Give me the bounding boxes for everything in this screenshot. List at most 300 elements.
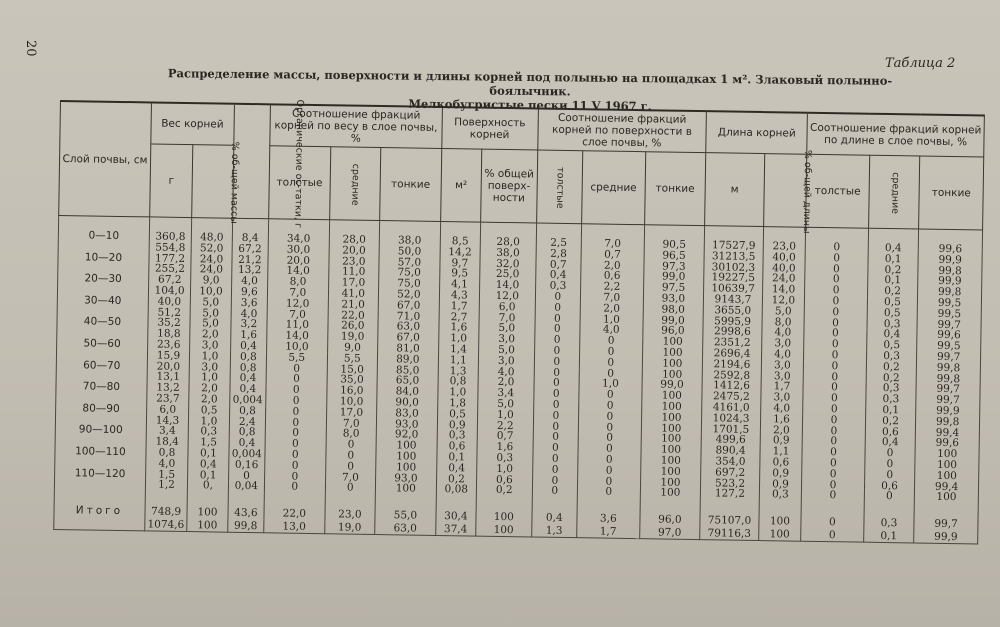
table-cell: 92,0: [376, 429, 437, 441]
table-cell: 890,4: [701, 445, 760, 457]
table-cell: 14,0: [480, 280, 536, 292]
header-length-pct: % об-щей длины: [763, 154, 807, 228]
table-cell: 0,7: [477, 431, 533, 443]
table-cell: 523,2: [701, 478, 760, 490]
header-surface-m2: м²: [440, 148, 482, 222]
row-layer-cell: 110—120: [55, 467, 146, 479]
table-cell: 99,8: [916, 373, 980, 385]
table-cell: 0: [802, 436, 865, 448]
table-cell: 0,8: [230, 362, 267, 373]
table-cell: 0: [533, 432, 579, 444]
totals-cell: 0: [801, 515, 864, 529]
table-cell: 499,6: [701, 434, 760, 446]
table-label: Таблица 2: [885, 56, 956, 71]
table-cell: 0: [532, 486, 578, 498]
table-cell: 14,0: [268, 266, 329, 278]
table-cell: 0,16: [228, 459, 265, 470]
table-cell: 1701,5: [702, 424, 761, 436]
table-cell: 9,6: [231, 287, 268, 298]
table-cell: 0,8: [229, 405, 266, 416]
table-cell: 14,3: [146, 415, 189, 426]
table-cell: 7,0: [479, 312, 535, 324]
totals-cell: 13,0: [264, 519, 325, 533]
table-cell: 1,0: [580, 314, 643, 326]
table-cell: 0,6: [477, 474, 533, 486]
table-cell: 4,0: [762, 327, 805, 338]
table-cell: 1,0: [190, 351, 231, 362]
table-cell: 0,2: [866, 361, 917, 373]
table-cell: 19227,5: [704, 273, 763, 285]
header-surface-thin: тонкие: [644, 152, 706, 226]
table-cell: 177,2: [149, 253, 192, 264]
table-cell: 3,6: [231, 297, 268, 308]
totals-cell: 79116,3: [700, 526, 759, 540]
row-layer-cell: 40—50: [57, 316, 148, 328]
header-weight: Вес корней: [151, 102, 234, 145]
table-cell: 1,1: [438, 355, 479, 366]
table-cell: 0: [803, 404, 866, 416]
table-cell: 100: [640, 487, 701, 499]
totals-cell: 55,0: [375, 508, 436, 522]
table-body: [54, 215, 983, 543]
header-length-thick: толстые: [806, 154, 870, 228]
table-cell: 24,0: [191, 264, 232, 275]
table-cell: 2592,8: [702, 370, 761, 382]
table-cell: 23,7: [147, 393, 190, 404]
table-cell: 99,0: [643, 272, 704, 284]
table-cell: 0: [802, 479, 865, 491]
table-cell: 65,0: [377, 375, 438, 387]
table-cell: 0: [580, 335, 643, 347]
table-cell: 67,2: [148, 275, 191, 286]
table-cell: 9,0: [191, 275, 232, 286]
table-cell: 0: [535, 313, 581, 325]
table-cell: 0: [805, 274, 868, 286]
table-cell: 0: [865, 448, 916, 460]
table-cell: 1,5: [145, 469, 188, 480]
table-cell: 0: [533, 421, 579, 433]
data-table-wrapper: [53, 100, 985, 544]
caption-line-2: Мелкобугристые пески 11 V 1967 г.: [408, 96, 652, 114]
table-cell: 20,0: [329, 245, 380, 257]
table-cell: 0: [579, 357, 642, 369]
table-cell: 100: [376, 462, 437, 474]
table-cell: 0,8: [229, 427, 266, 438]
table-cell: 4,0: [146, 458, 189, 469]
table-cell: 0: [805, 242, 868, 254]
table-cell: 8,4: [232, 233, 269, 244]
table-cell: 100: [915, 459, 979, 471]
table-cell: 7,0: [325, 472, 376, 484]
totals-label-cell: Итого: [54, 503, 145, 517]
table-cell: 3,0: [761, 360, 804, 371]
table-cell: 99,8: [917, 362, 981, 374]
table-cell: 6,0: [146, 404, 189, 415]
totals-cell: 30,4: [436, 509, 477, 522]
table-cell: 0,7: [535, 259, 581, 271]
table-cell: 0,6: [760, 457, 803, 468]
table-cell: 30102,3: [704, 262, 763, 274]
table-cell: 99,5: [918, 297, 982, 309]
table-cell: 99,9: [918, 276, 982, 288]
table-cell: 50,0: [379, 246, 440, 258]
table-cell: 4,0: [231, 308, 268, 319]
table-cell: 14,0: [267, 330, 328, 342]
table-cell: 0: [533, 410, 579, 422]
table-cell: 0: [864, 491, 915, 503]
table-cell: 18,8: [148, 329, 191, 340]
table-cell: 0: [804, 350, 867, 362]
table-cell: 2351,2: [703, 337, 762, 349]
table-cell: 0,6: [864, 480, 915, 492]
table-cell: 75,0: [379, 267, 440, 279]
table-cell: 100: [642, 369, 703, 381]
table-cell: 4,0: [478, 366, 534, 378]
table-cell: 8,0: [326, 429, 377, 441]
table-cell: 0: [579, 368, 642, 380]
table-cell: 3,2: [231, 319, 268, 330]
table-cell: 99,7: [916, 384, 980, 396]
table-cell: 0,6: [865, 426, 916, 438]
totals-cell: 100: [187, 518, 228, 532]
table-cell: 0: [803, 371, 866, 383]
table-cell: 0,3: [189, 426, 230, 437]
table-cell: 9,0: [327, 342, 378, 354]
table-cell: 3,4: [146, 426, 189, 437]
table-cell: 0,004: [229, 395, 266, 406]
table-cell: 0: [579, 389, 642, 401]
table-cell: 0,04: [228, 481, 265, 492]
table-cell: 99,5: [917, 341, 981, 353]
table-cell: 99,9: [916, 405, 980, 417]
table-cell: 24,0: [191, 254, 232, 265]
totals-cell: 19,0: [324, 520, 375, 534]
table-cell: 4,0: [761, 349, 804, 360]
table-cell: 98,0: [643, 304, 704, 316]
table-cell: 40,0: [763, 263, 806, 274]
table-cell: 0: [534, 367, 580, 379]
table-cell: 0: [325, 483, 376, 495]
table-cell: 100: [640, 455, 701, 467]
table-cell: 1,0: [438, 333, 479, 344]
table-cell: 0: [535, 291, 581, 303]
table-cell: 99,4: [916, 427, 980, 439]
table-cell: 90,5: [644, 239, 705, 251]
root-distribution-table: [53, 100, 985, 544]
table-cell: 35,0: [327, 375, 378, 387]
row-layer-cell: 100—110: [55, 446, 146, 458]
table-cell: 0: [265, 428, 326, 440]
table-cell: 21,2: [232, 254, 269, 265]
table-cell: 0,4: [868, 243, 919, 255]
table-cell: 23,0: [329, 256, 380, 268]
table-cell: 13,1: [147, 372, 190, 383]
table-cell: 100: [915, 449, 979, 461]
table-cell: 0,2: [865, 415, 916, 427]
table-cell: 100: [376, 440, 437, 452]
table-cell: 0: [578, 443, 641, 455]
table-cell: 0,9: [437, 420, 478, 431]
totals-cell: 748,9: [145, 505, 188, 518]
table-cell: 0: [264, 482, 325, 494]
table-cell: 2,0: [189, 383, 230, 394]
table-cell: 28,0: [329, 234, 380, 246]
table-cell: 12,0: [267, 298, 328, 310]
table-cell: 12,0: [479, 291, 535, 303]
table-cell: 17,0: [326, 407, 377, 419]
table-cell: 0,: [188, 480, 229, 491]
table-cell: 4,1: [439, 279, 480, 290]
table-cell: 15,0: [327, 364, 378, 376]
header-surface-medium: средние: [582, 151, 646, 225]
table-cell: 57,0: [379, 257, 440, 269]
table-cell: 1,0: [438, 387, 479, 398]
table-cell: 0: [804, 339, 867, 351]
table-cell: 14,2: [440, 247, 481, 258]
table-cell: 0: [579, 400, 642, 412]
table-cell: 30,0: [268, 244, 329, 256]
table-cell: 52,0: [378, 289, 439, 301]
header-ratio-surface: Соотношение фракций корней по поверхности в слое почвы, %: [537, 109, 706, 153]
header-length-m: м: [705, 153, 765, 227]
totals-cell: 97,0: [639, 525, 700, 539]
table-cell: 10,0: [267, 341, 328, 353]
row-layer-cell: 50—60: [57, 338, 148, 350]
row-layer-cell: 70—80: [56, 381, 147, 393]
table-cell: 0: [532, 453, 578, 465]
totals-cell: 99,8: [227, 519, 264, 533]
table-cell: 0,5: [189, 405, 230, 416]
table-cell: 0: [266, 363, 327, 375]
table-cell: 3,0: [479, 334, 535, 346]
table-cell: 2,0: [478, 377, 534, 389]
table-cell: 1,6: [760, 414, 803, 425]
table-cell: 1,6: [230, 330, 267, 341]
table-cell: 2475,2: [702, 391, 761, 403]
table-cell: 1,8: [437, 398, 478, 409]
table-cell: 16,0: [326, 385, 377, 397]
table-cell: 5995,9: [703, 316, 762, 328]
table-cell: 1024,3: [702, 413, 761, 425]
table-cell: 1412,6: [702, 380, 761, 392]
table-cell: 3,4: [478, 388, 534, 400]
totals-cell: 0,4: [532, 511, 578, 525]
table-cell: 7,0: [581, 238, 644, 250]
table-cell: 0: [532, 464, 578, 476]
table-cell: 0: [534, 345, 580, 357]
table-cell: 100: [640, 466, 701, 478]
table-cell: 100: [642, 336, 703, 348]
table-cell: 3,0: [761, 392, 804, 403]
table-cell: 99,7: [917, 351, 981, 363]
table-cell: 7,0: [267, 309, 328, 321]
table-cell: 4,3: [439, 290, 480, 301]
table-cell: 0: [804, 307, 867, 319]
table-cell: 0,5: [867, 307, 918, 319]
table-cell: 0,4: [188, 459, 229, 470]
table-cell: 0: [579, 411, 642, 423]
table-cell: 99,8: [918, 287, 982, 299]
header-length: Длина корней: [706, 111, 808, 154]
table-cell: 0: [534, 335, 580, 347]
table-cell: 0: [326, 439, 377, 451]
table-cell: 13,2: [231, 265, 268, 276]
table-cell: 67,0: [378, 300, 439, 312]
table-cell: 0: [864, 469, 915, 481]
table-cell: 0,4: [867, 329, 918, 341]
table-cell: 96,0: [643, 326, 704, 338]
row-layer-cell: 10—20: [58, 252, 149, 264]
table-cell: 63,0: [378, 321, 439, 333]
table-cell: 0,1: [867, 275, 918, 287]
table-cell: 1,3: [438, 366, 479, 377]
header-ratio-weight: Соотношение фракций корней по весу в слое почвы, %: [270, 104, 442, 148]
table-cell: 0: [325, 461, 376, 473]
table-cell: 0,9: [759, 479, 802, 490]
caption-line-1: Распределение массы, поверхности и длины корней под полынью на площадках 1 м². Злаковый полынно-боялычник.: [167, 66, 893, 99]
header-length-medium: средние: [868, 155, 920, 229]
table-cell: 3,0: [761, 338, 804, 349]
table-cell: 5,0: [478, 399, 534, 411]
table-cell: 1,6: [477, 442, 533, 454]
totals-cell: 43,6: [228, 506, 265, 519]
table-cell: 34,0: [268, 233, 329, 245]
table-cell: 99,4: [915, 481, 979, 493]
table-cell: 4161,0: [702, 402, 761, 414]
header-weight-pct: % об-щей массы: [192, 145, 234, 219]
table-cell: 15,9: [147, 350, 190, 361]
table-cell: 21,0: [328, 299, 379, 311]
table-cell: 0: [534, 378, 580, 390]
table-cell: 100: [915, 492, 979, 504]
table-cell: 100: [641, 434, 702, 446]
row-layer-cell: 0—10: [58, 230, 149, 242]
header-weight-medium: средние: [329, 147, 381, 221]
table-cell: 97,5: [643, 282, 704, 294]
table-cell: 5,5: [266, 352, 327, 364]
header-weight-g: г: [150, 144, 194, 218]
header-weight-thick: толстые: [269, 146, 331, 220]
table-cell: 23,0: [763, 241, 806, 252]
table-cell: 35,2: [148, 318, 191, 329]
table-cell: 100: [641, 390, 702, 402]
table-cell: 99,6: [918, 244, 982, 256]
table-cell: 84,0: [377, 386, 438, 398]
table-cell: 7,0: [267, 287, 328, 299]
table-cell: 100: [376, 451, 437, 463]
table-cell: 0,8: [146, 447, 189, 458]
table-cell: 83,0: [377, 408, 438, 420]
totals-cell: 100: [759, 514, 802, 527]
table-cell: 0: [803, 414, 866, 426]
table-cell: 93,0: [376, 419, 437, 431]
totals-cell: 100: [187, 505, 228, 518]
table-cell: 4,0: [580, 325, 643, 337]
table-cell: 0: [534, 356, 580, 368]
table-cell: 99,6: [915, 438, 979, 450]
table-cell: 99,8: [916, 416, 980, 428]
table-cell: 3655,0: [703, 305, 762, 317]
totals-cell: 100: [758, 527, 801, 541]
table-cell: 0: [805, 285, 868, 297]
table-cell: 3,0: [761, 371, 804, 382]
table-cell: 10,0: [326, 396, 377, 408]
table-cell: 40,0: [763, 252, 806, 263]
totals-cell: 1074,6: [145, 517, 188, 531]
table-cell: 1,0: [189, 416, 230, 427]
table-cell: 0,3: [866, 383, 917, 395]
table-cell: 8,0: [268, 276, 329, 288]
table-cell: 0,3: [867, 318, 918, 330]
table-cell: 1,7: [439, 301, 480, 312]
row-layer-cell: 80—90: [56, 403, 147, 415]
table-cell: 1,4: [438, 344, 479, 355]
header-length-thin: тонкие: [919, 156, 984, 230]
table-cell: 0,08: [436, 484, 477, 495]
table-cell: 32,0: [480, 258, 536, 270]
table-cell: 4,0: [760, 403, 803, 414]
table-cell: 81,0: [378, 343, 439, 355]
table-cell: 0,1: [188, 470, 229, 481]
page-number: 20: [23, 40, 38, 57]
table-cell: 360,8: [149, 231, 192, 242]
header-ratio-length: Соотношение фракций корней по длине в слое почвы, %: [807, 113, 984, 157]
table-cell: 0,004: [229, 449, 266, 460]
table-cell: 11,0: [267, 320, 328, 332]
table-cell: 0,3: [866, 351, 917, 363]
table-cell: 31213,5: [704, 251, 763, 263]
table-cell: 24,0: [762, 273, 805, 284]
table-cell: 5,5: [327, 353, 378, 365]
table-cell: 2,0: [580, 303, 643, 315]
totals-cell: 0: [801, 528, 864, 542]
table-cell: 89,0: [377, 354, 438, 366]
table-cell: 5,0: [191, 297, 232, 308]
table-cell: 0: [533, 443, 579, 455]
table-cell: 99,9: [918, 254, 982, 266]
table-cell: 3,0: [190, 362, 231, 373]
table-cell: 6,0: [479, 301, 535, 313]
table-cell: 2696,4: [703, 348, 762, 360]
table-cell: 2,0: [190, 329, 231, 340]
table-cell: 2,2: [477, 420, 533, 432]
totals-cell: 37,4: [435, 522, 476, 536]
row-layer-cell: 30—40: [57, 295, 148, 307]
table-cell: 0: [266, 406, 327, 418]
row-layer-cell: 20—30: [58, 273, 149, 285]
table-cell: 20,0: [147, 361, 190, 372]
table-cell: 0: [325, 450, 376, 462]
table-cell: 99,8: [918, 265, 982, 277]
table-cell: 1,0: [478, 409, 534, 421]
table-cell: 18,4: [146, 437, 189, 448]
table-cell: 0,3: [759, 489, 802, 500]
row-layer-cell: 90—100: [55, 424, 146, 436]
table-cell: 28,0: [480, 237, 536, 249]
table-cell: 3,0: [190, 340, 231, 351]
totals-cell: 0,1: [863, 529, 914, 543]
table-cell: 0: [802, 468, 865, 480]
table-cell: 2,8: [536, 248, 582, 260]
header-surface: Поверхность корней: [441, 107, 538, 150]
table-cell: 104,0: [148, 285, 191, 296]
table-cell: 19,0: [327, 331, 378, 343]
table-cell: 0: [805, 263, 868, 275]
table-cell: 5,0: [190, 318, 231, 329]
table-cell: 0: [802, 447, 865, 459]
table-cell: 0: [804, 328, 867, 340]
table-cell: 0: [577, 487, 640, 499]
